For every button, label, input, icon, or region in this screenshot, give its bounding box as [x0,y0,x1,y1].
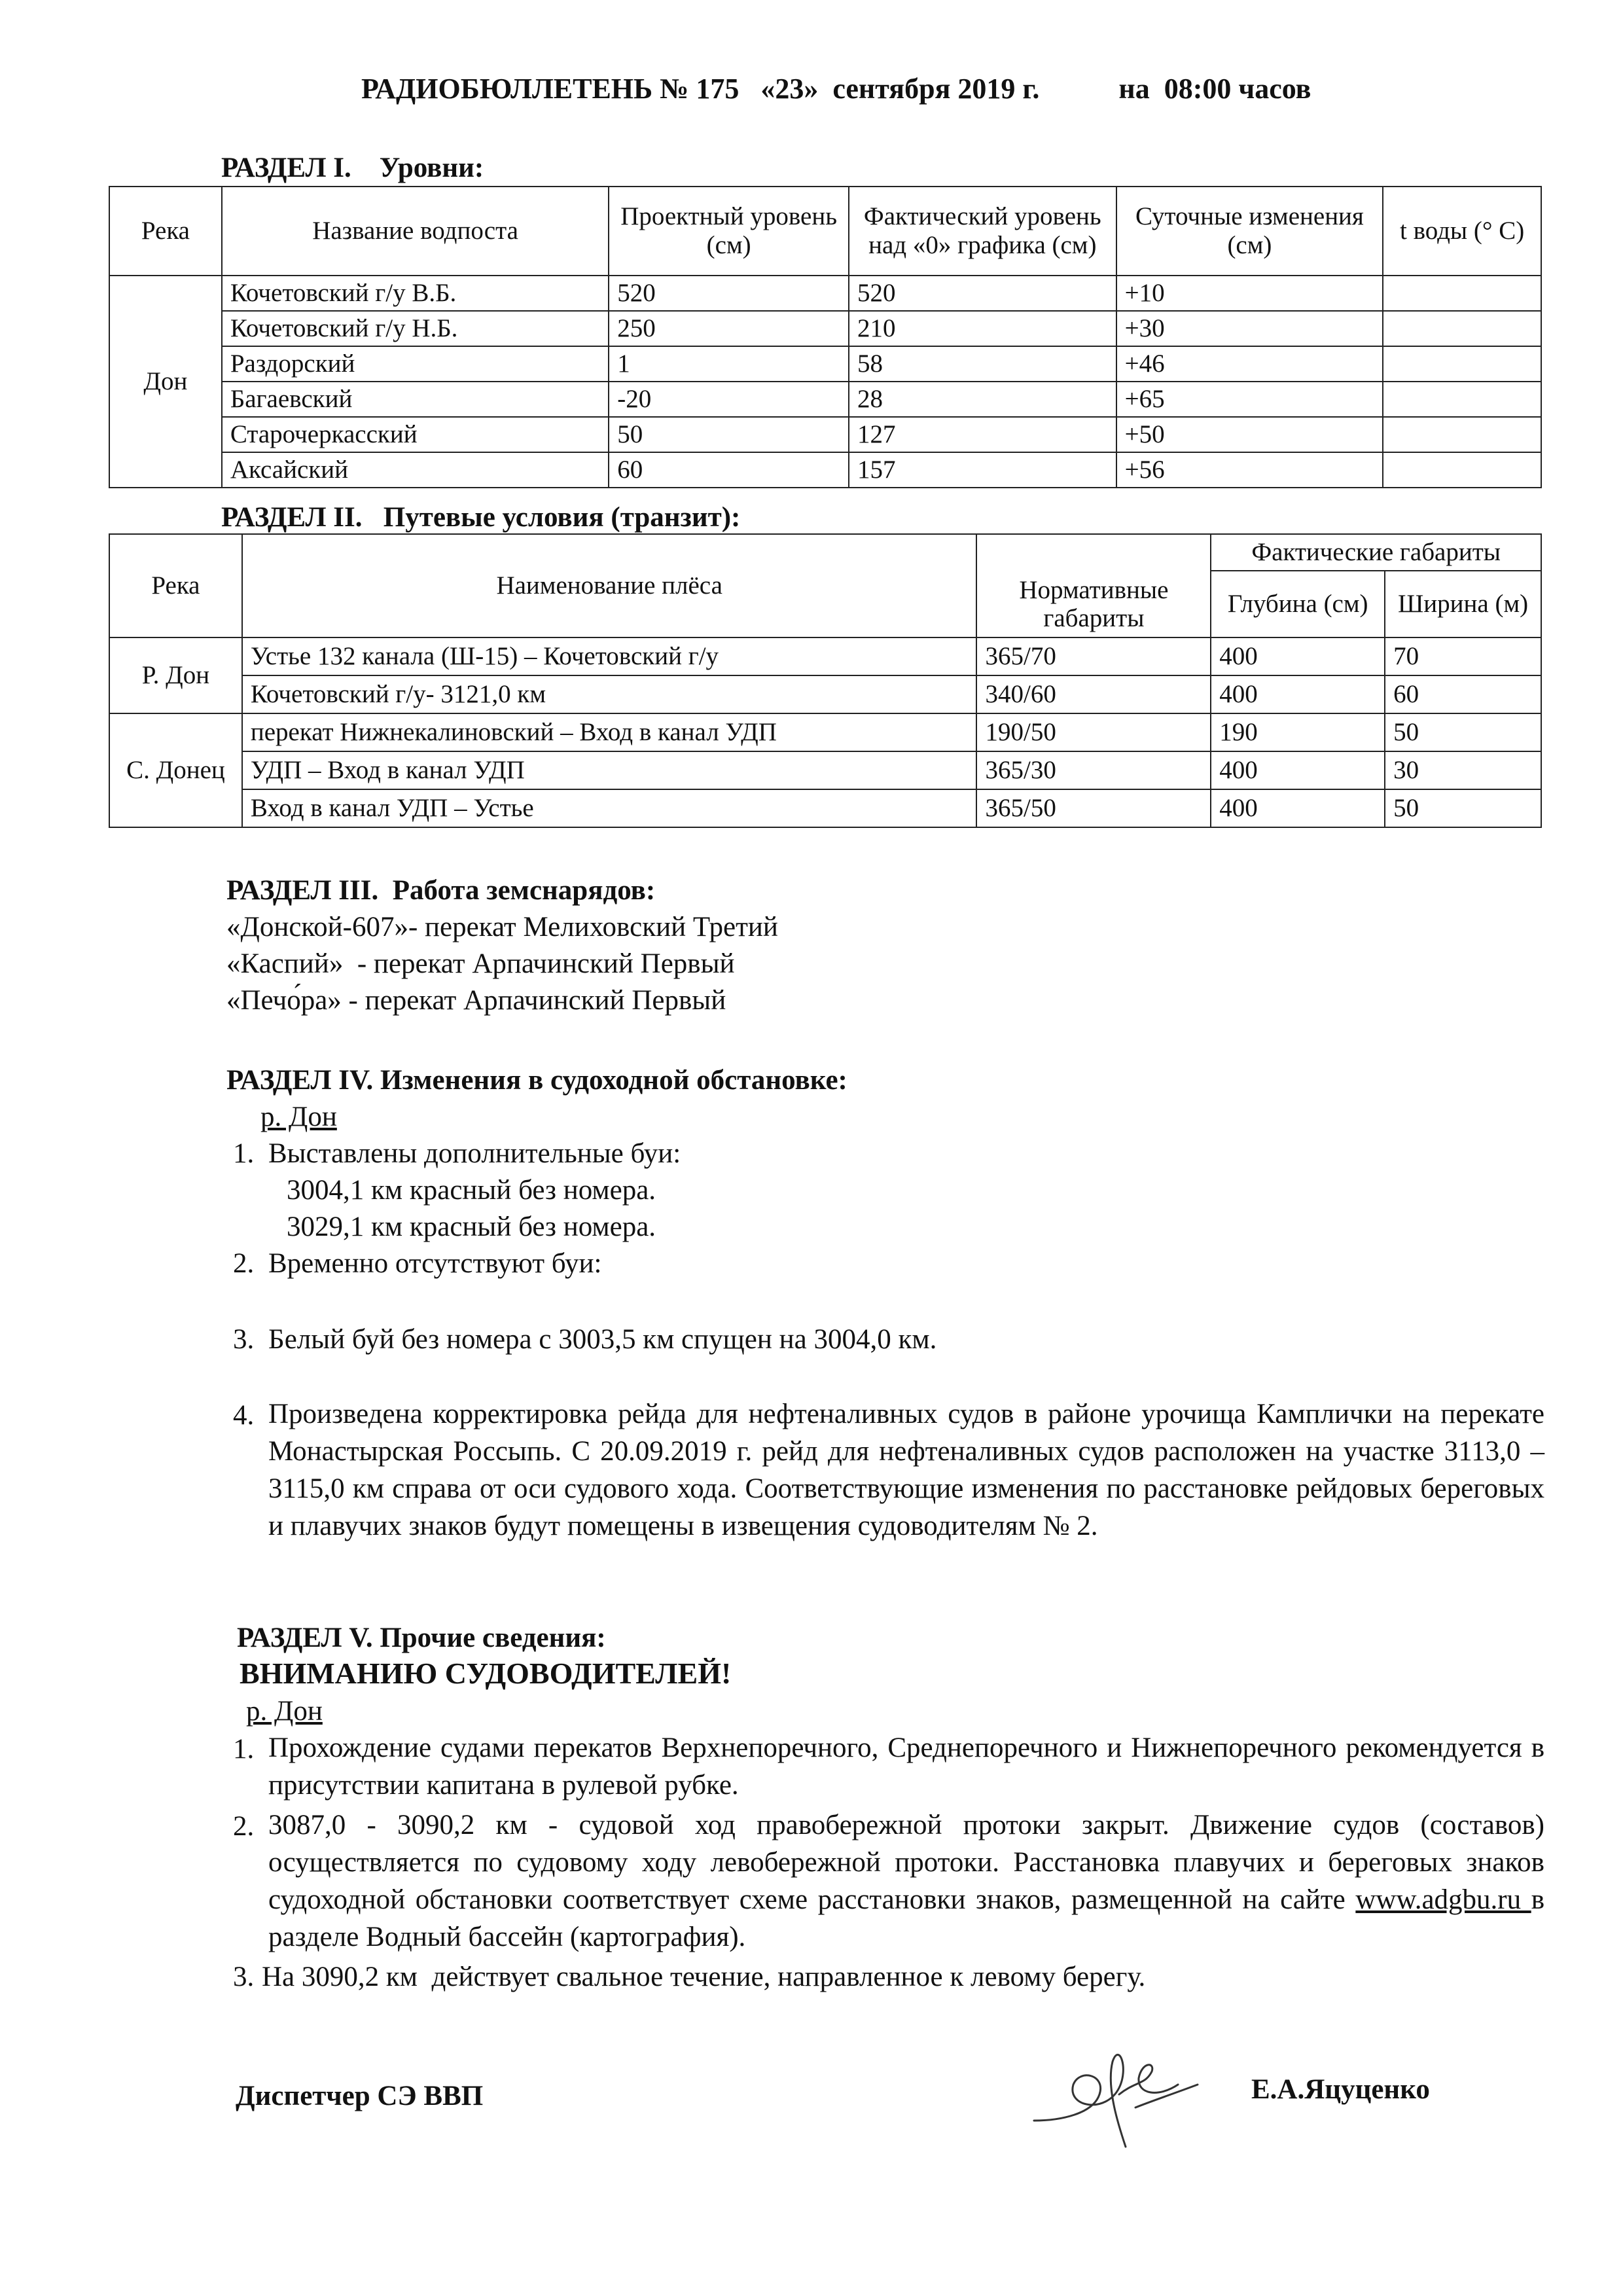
item-number: 4. [233,1400,255,1431]
column-header: Глубина (см) [1211,571,1385,637]
cell-depth: 400 [1211,675,1385,713]
levels-row [109,382,1541,417]
cell-reach: УДП – Вход в канал УДП [242,751,977,789]
cell-post: Кочетовский г/у Н.Б. [222,311,609,346]
transit-row [109,751,1541,789]
cell-reach: перекат Нижнекалиновский – Вход в канал УДП [242,713,977,751]
cell-change: +46 [1116,346,1383,382]
cell-temp [1383,417,1541,452]
cell-normative: 365/50 [976,789,1211,827]
cell-actual: 58 [849,346,1116,382]
cell-post: Багаевский [222,382,609,417]
section-4-item-2: Временно отсутствуют буи: [268,1248,602,1279]
item-number: 3. [233,1324,255,1355]
cell-width: 70 [1385,637,1541,675]
item-number: 1. [233,1138,255,1169]
levels-row [109,346,1541,382]
column-header: Река [109,534,242,637]
transit-table [109,533,1542,828]
buoy-line: 3004,1 км красный без номера. [287,1175,656,1206]
cell-depth: 400 [1211,751,1385,789]
item-number: 2. [233,1248,255,1279]
section-1-heading: РАЗДЕЛ I. Уровни: [221,152,484,183]
item-2-text-end: в разделе Водный бассейн (картография). [268,1884,1544,1952]
buoy-line: 3029,1 км красный без номера. [287,1211,656,1242]
river-cell: С. Донец [109,713,242,827]
cell-post: Раздорский [222,346,609,382]
cell-normative: 190/50 [976,713,1211,751]
cell-change: +65 [1116,382,1383,417]
transit-row [109,637,1541,675]
cell-actual: 157 [849,452,1116,488]
cell-temp [1383,382,1541,417]
cell-depth: 400 [1211,637,1385,675]
signature [1021,2022,1211,2153]
cell-reach: Кочетовский г/у- 3121,0 км [242,675,977,713]
cell-actual: 127 [849,417,1116,452]
website-link[interactable]: www.adgbu.ru [1355,1884,1531,1915]
dredger-line: «Каспий» - перекат Арпачинский Первый [226,948,735,979]
cell-post: Аксайский [222,452,609,488]
section-4-item-1: Выставлены дополнительные буи: [268,1138,681,1169]
section-4-item-4: Произведена корректировка рейда для нефтеналивных судов в районе урочища Камплички на перекате Монастырская Россыпь. С 20.09.2019 г. рейд для нефтеналивных судов расположен на участке 3113,0 – 3115,0 км справа от оси судового хода. Соответствующие изменения по расстановке рейдовых береговых и плавучих знаков будут помещены в извещения судоводителям № 2. [268,1399,1544,1541]
section-5-item-2 [268,1806,1544,1956]
transit-row [109,675,1541,713]
cell-normative: 365/30 [976,751,1211,789]
levels-header-row [109,187,1541,276]
column-header: Нормативные габариты [976,534,1211,637]
levels-row [109,417,1541,452]
cell-change: +10 [1116,276,1383,311]
column-header: Суточные изменения (см) [1116,187,1383,276]
levels-row [109,452,1541,488]
cell-design: 60 [609,452,849,488]
bulletin-title: РАДИОБЮЛЛЕТЕНЬ № 175 «23» сентября 2019 г. на 08:00 часов [361,73,1311,105]
section-4-item-3: Белый буй без номера с 3003,5 км спущен на 3004,0 км. [268,1324,937,1355]
cell-width: 60 [1385,675,1541,713]
section-2-heading: РАЗДЕЛ II. Путевые условия (транзит): [221,502,741,533]
column-header: Наименование плёса [242,534,977,637]
cell-actual: 28 [849,382,1116,417]
cell-temp [1383,452,1541,488]
transit-header-row [109,534,1541,571]
river-label: р. Дон [260,1102,337,1132]
transit-row [109,789,1541,827]
column-header: Ширина (м) [1385,571,1541,637]
section-5-heading: РАЗДЕЛ V. Прочие сведения: [237,1623,606,1653]
cell-width: 30 [1385,751,1541,789]
cell-design: 1 [609,346,849,382]
levels-row [109,276,1541,311]
cell-change: +50 [1116,417,1383,452]
signatory-position: Диспетчер СЭ ВВП [236,2081,484,2111]
cell-normative: 365/70 [976,637,1211,675]
cell-change: +30 [1116,311,1383,346]
column-header: Фактический уровень над «0» графика (см) [849,187,1116,276]
cell-actual: 210 [849,311,1116,346]
cell-depth: 400 [1211,789,1385,827]
item-number: 2. [233,1811,255,1842]
cell-post: Кочетовский г/у В.Б. [222,276,609,311]
item-2-text: 3087,0 - 3090,2 км - судовой ход правобережной протоки закрыт. Движение судов (составов) осуществляется по судовому ходу левобережной протоки. Расстановка плавучих и береговых знаков судоходной обстановки соответствует схеме расстановки знаков, размещенной на сайте [268,1810,1544,1915]
attention-heading: ВНИМАНИЮ СУДОВОДИТЕЛЕЙ! [240,1657,732,1690]
cell-actual: 520 [849,276,1116,311]
cell-temp [1383,276,1541,311]
item-number: 1. [233,1734,255,1765]
item-number: 3. [233,1962,255,1992]
levels-table [109,186,1542,488]
dredger-line: «Донской-607»- перекат Мелиховский Третий [226,912,778,942]
cell-change: +56 [1116,452,1383,488]
section-4-heading: РАЗДЕЛ IV. Изменения в судоходной обстановке: [226,1065,847,1096]
cell-normative: 340/60 [976,675,1211,713]
cell-depth: 190 [1211,713,1385,751]
cell-reach: Вход в канал УДП – Устье [242,789,977,827]
column-header: Название водпоста [222,187,609,276]
cell-design: -20 [609,382,849,417]
river-cell: Дон [109,276,222,488]
section-3-heading: РАЗДЕЛ III. Работа земснарядов: [226,875,656,906]
section-5-item-3: На 3090,2 км действует свальное течение, направленное к левому берегу. [262,1962,1146,1992]
transit-row [109,713,1541,751]
cell-temp [1383,311,1541,346]
cell-post: Старочеркасский [222,417,609,452]
column-header: Проектный уровень (см) [609,187,849,276]
cell-width: 50 [1385,789,1541,827]
column-header-group: Фактические габариты [1211,534,1541,571]
cell-design: 50 [609,417,849,452]
levels-row [109,311,1541,346]
cell-design: 520 [609,276,849,311]
cell-reach: Устье 132 канала (Ш-15) – Кочетовский г/у [242,637,977,675]
dredger-line: «Печо́ра» - перекат Арпачинский Первый [226,985,726,1016]
column-header: Река [109,187,222,276]
cell-design: 250 [609,311,849,346]
column-header: t воды (° C) [1383,187,1541,276]
cell-width: 50 [1385,713,1541,751]
section-5-item-1: Прохождение судами перекатов Верхнепоречного, Среднепоречного и Нижнепоречного рекомендуется в присутствии капитана в рулевой рубке. [268,1732,1544,1801]
river-label: р. Дон [246,1696,323,1727]
river-cell: Р. Дон [109,637,242,713]
cell-temp [1383,346,1541,382]
signatory-name: Е.А.Яцуценко [1251,2074,1430,2105]
